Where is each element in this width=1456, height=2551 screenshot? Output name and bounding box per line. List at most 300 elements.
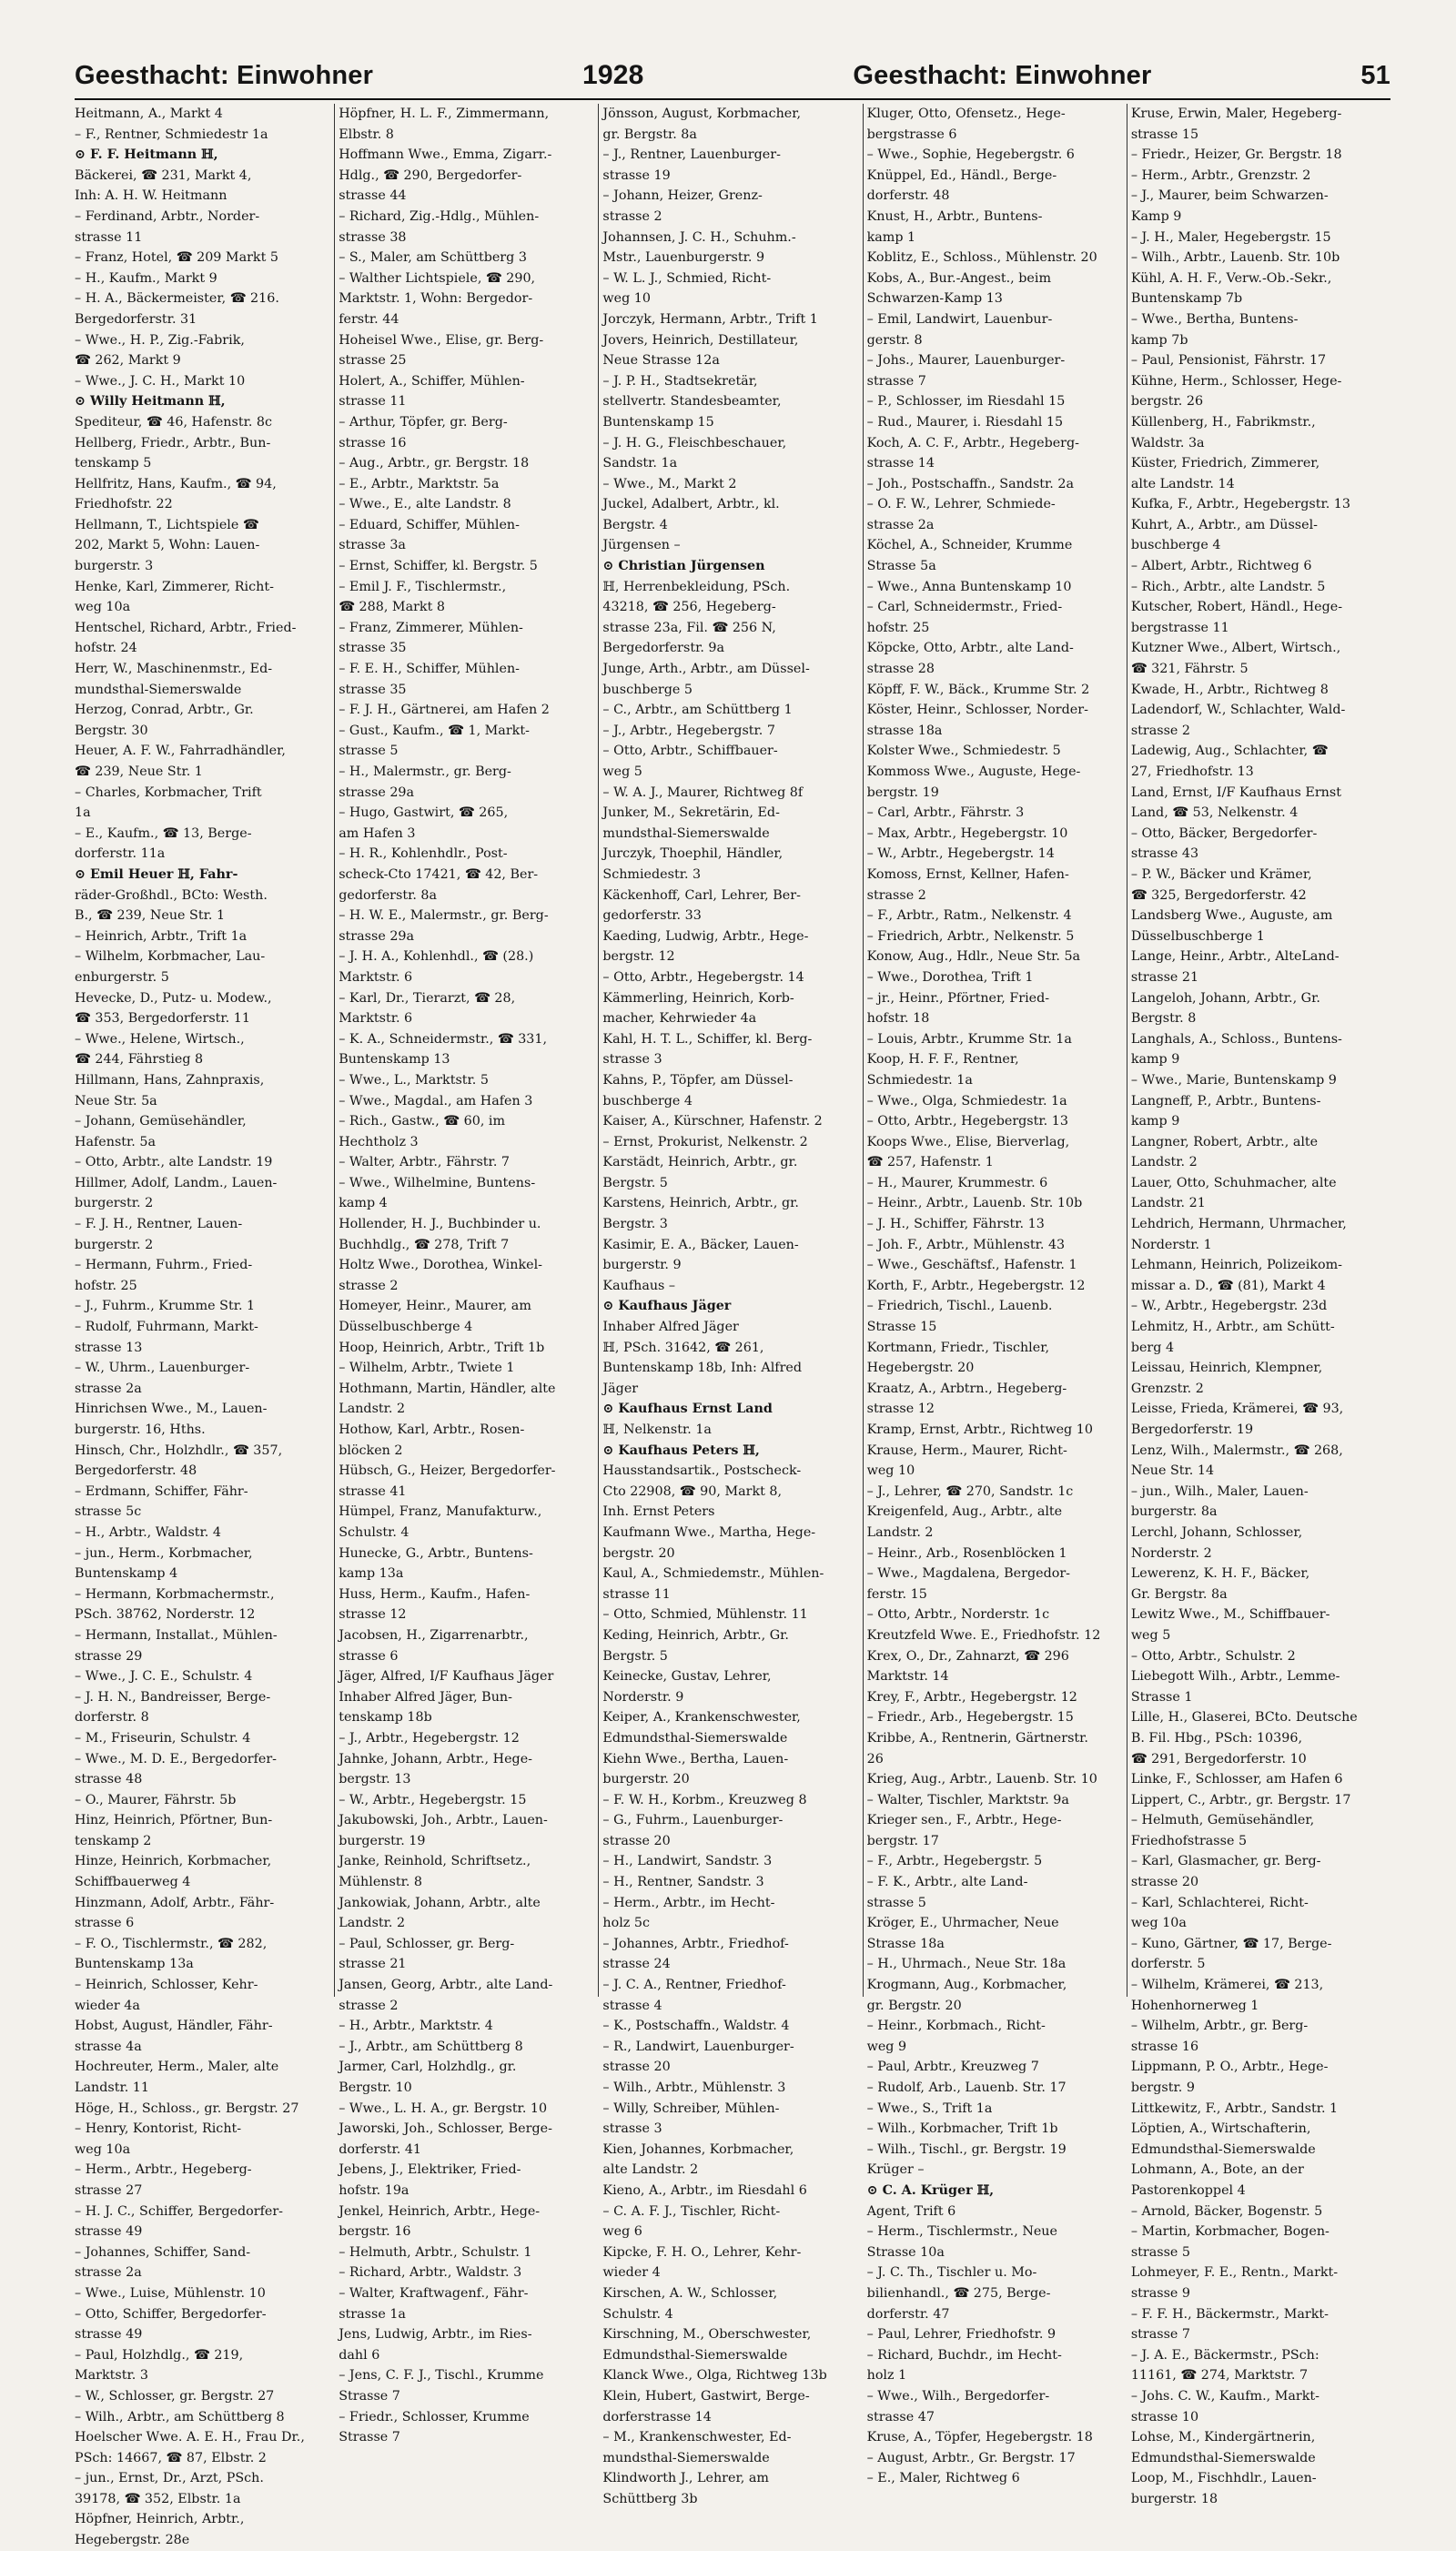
directory-line: Juckel, Adalbert, Arbtr., kl. bbox=[602, 497, 780, 512]
directory-line: Kiehn Wwe., Bertha, Lauen- bbox=[602, 1751, 789, 1766]
directory-line: Küllenberg, H., Fabrikmstr., bbox=[1130, 414, 1316, 430]
directory-line: Jorczyk, Hermann, Arbtr., Trift 1 bbox=[602, 311, 818, 327]
directory-line: strasse 5 bbox=[339, 744, 399, 759]
directory-line: Lewitz Wwe., M., Schiffbauer- bbox=[1130, 1607, 1330, 1623]
directory-line: weg 5 bbox=[602, 764, 642, 779]
directory-line: Landsberg Wwe., Auguste, am bbox=[1130, 908, 1333, 924]
directory-line: ⊙ Kaufhaus Peters ℍ, bbox=[602, 1443, 760, 1458]
directory-line: Koop, H. F. F., Rentner, bbox=[866, 1052, 1019, 1068]
directory-line: – Wilh., Korbmacher, Trift 1b bbox=[866, 2121, 1058, 2137]
directory-line: – Walter, Kraftwagenf., Fähr- bbox=[339, 2285, 529, 2301]
directory-line: – Herm., Tischlermstr., Neue bbox=[866, 2224, 1057, 2240]
directory-line: – Rudolf, Arb., Lauenb. Str. 17 bbox=[866, 2080, 1067, 2095]
directory-line: Johannsen, J. C. H., Schuhm.- bbox=[602, 229, 796, 245]
directory-line: – Max, Arbtr., Hegebergstr. 10 bbox=[866, 825, 1068, 841]
directory-line: Jahnke, Johann, Arbtr., Hege- bbox=[339, 1751, 532, 1766]
directory-line: burgerstr. 3 bbox=[75, 559, 154, 574]
directory-line: Kahns, P., Töpfer, am Düssel- bbox=[602, 1072, 794, 1088]
directory-line: holz 5c bbox=[602, 1916, 650, 1931]
directory-line: – Hugo, Gastwirt, ☎ 265, bbox=[339, 805, 509, 821]
directory-line: – Wwe., S., Trift 1a bbox=[866, 2101, 993, 2116]
directory-line: Krieger sen., F., Arbtr., Hege- bbox=[866, 1813, 1062, 1828]
directory-line: räder-Großhdl., BCto: Westh. bbox=[75, 887, 268, 903]
directory-line: – Heinrich, Arbtr., Trift 1a bbox=[75, 928, 248, 944]
directory-line: Kaiser, A., Kürschner, Hafenstr. 2 bbox=[602, 1114, 823, 1129]
directory-line: Herr, W., Maschinenmstr., Ed- bbox=[75, 662, 273, 677]
directory-line: dorferstr. 8 bbox=[75, 1710, 149, 1726]
directory-line: strasse 25 bbox=[339, 353, 407, 369]
directory-line: – J. A. E., Bäckermstr., PSch: bbox=[1130, 2347, 1320, 2363]
directory-line: – F. J. H., Gärtnerei, am Hafen 2 bbox=[339, 703, 550, 718]
directory-line: bergstrasse 6 bbox=[866, 127, 957, 142]
directory-line: Jovers, Heinrich, Destillateur, bbox=[602, 332, 799, 348]
directory-line: Bergstr. 5 bbox=[602, 1175, 668, 1190]
directory-line: Lippmann, P. O., Arbtr., Hege- bbox=[1130, 2060, 1329, 2075]
directory-line: Kirschning, M., Oberschwester, bbox=[602, 2327, 812, 2343]
directory-line: – Eduard, Schiffer, Mühlen- bbox=[339, 517, 520, 532]
directory-line: hofstr. 25 bbox=[866, 620, 930, 635]
directory-line: Bergstr. 8 bbox=[1130, 1011, 1197, 1027]
directory-line: ⊙ Emil Heuer ℍ, Fahr- bbox=[75, 866, 238, 882]
directory-line: – Richard, Arbtr., Waldstr. 3 bbox=[339, 2265, 522, 2281]
directory-line: Strasse 5a bbox=[866, 559, 936, 574]
directory-line: – Louis, Arbtr., Krumme Str. 1a bbox=[866, 1031, 1072, 1047]
directory-line: kamp 7b bbox=[1130, 332, 1188, 348]
directory-line: – Wilhelm, Arbtr., Twiete 1 bbox=[339, 1361, 515, 1376]
directory-line: – Paul, Schlosser, gr. Berg- bbox=[339, 1936, 515, 1951]
directory-line: strasse 2 bbox=[339, 1278, 399, 1293]
directory-line: Edmundsthal-Siemerswalde bbox=[1130, 2450, 1316, 2465]
directory-line: – Hermann, Installat., Mühlen- bbox=[75, 1627, 278, 1643]
directory-line: gedorferstr. 8a bbox=[339, 887, 438, 903]
directory-line: strasse 14 bbox=[866, 456, 935, 471]
directory-line: Hellfritz, Hans, Kaufm., ☎ 94, bbox=[75, 476, 277, 491]
directory-line: – Emil, Landwirt, Lauenbur- bbox=[866, 311, 1053, 327]
directory-line: Koops Wwe., Elise, Bierverlag, bbox=[866, 1134, 1070, 1149]
directory-line: – Herm., Arbtr., Hegeberg- bbox=[75, 2162, 252, 2178]
directory-line: Hillmer, Adolf, Landm., Lauen- bbox=[75, 1175, 278, 1190]
directory-line: – K., Postschaffn., Waldstr. 4 bbox=[602, 2019, 790, 2034]
directory-line: Krieg, Aug., Arbtr., Lauenb. Str. 10 bbox=[866, 1772, 1097, 1787]
directory-line: Kieno, A., Arbtr., im Riesdahl 6 bbox=[602, 2182, 807, 2198]
directory-line: – Wwe., L., Marktstr. 5 bbox=[339, 1072, 489, 1088]
directory-line: Karstädt, Heinrich, Arbtr., gr. bbox=[602, 1155, 798, 1170]
directory-line: – Karl, Dr., Tierarzt, ☎ 28, bbox=[339, 990, 516, 1006]
directory-line: – Wwe., Wilhelmine, Buntens- bbox=[339, 1175, 536, 1190]
directory-line: Korth, F., Arbtr., Hegebergstr. 12 bbox=[866, 1278, 1086, 1293]
directory-line: – Otto, Arbtr., Hegebergstr. 13 bbox=[866, 1114, 1068, 1129]
directory-line: – Carl, Schneidermstr., Fried- bbox=[866, 600, 1063, 615]
directory-line: – Wilhelm, Krämerei, ☎ 213, bbox=[1130, 1978, 1324, 1993]
directory-line: – Joh. F., Arbtr., Mühlenstr. 43 bbox=[866, 1237, 1066, 1252]
directory-line: Schiffbauerweg 4 bbox=[75, 1875, 191, 1890]
directory-line: holz 1 bbox=[866, 2368, 907, 2384]
directory-line: strasse 21 bbox=[339, 1957, 407, 1972]
directory-line: Schulstr. 4 bbox=[339, 1524, 410, 1540]
directory-line: – C. A. F. J., Tischler, Richt- bbox=[602, 2203, 781, 2219]
directory-line: Heitmann, A., Markt 4 bbox=[75, 106, 223, 121]
directory-line: ferstr. 15 bbox=[866, 1586, 927, 1602]
directory-line: – August, Arbtr., Gr. Bergstr. 17 bbox=[866, 2450, 1076, 2465]
directory-line: Kreigenfeld, Aug., Arbtr., alte bbox=[866, 1504, 1063, 1520]
directory-line: dorferstr. 41 bbox=[339, 2141, 422, 2157]
directory-line: Mstr., Lauenburgerstr. 9 bbox=[602, 250, 765, 266]
directory-line: Kolster Wwe., Schmiedestr. 5 bbox=[866, 744, 1061, 759]
directory-line: Norderstr. 2 bbox=[1130, 1545, 1212, 1561]
directory-line: Keiper, A., Krankenschwester, bbox=[602, 1710, 801, 1726]
directory-line: – W., Arbtr., Hegebergstr. 14 bbox=[866, 846, 1055, 862]
directory-line: Bergstr. 3 bbox=[602, 1217, 668, 1232]
directory-line: Küster, Friedrich, Zimmerer, bbox=[1130, 456, 1320, 471]
header-left-title: Geesthacht: Einwohner bbox=[75, 60, 374, 90]
directory-line: enburgerstr. 5 bbox=[75, 969, 169, 985]
directory-line: – F., Arbtr., Ratm., Nelkenstr. 4 bbox=[866, 908, 1072, 924]
directory-line: Höpfner, Heinrich, Arbtr., bbox=[75, 2512, 245, 2527]
directory-line: hofstr. 25 bbox=[75, 1278, 137, 1293]
directory-line: Hafenstr. 5a bbox=[75, 1134, 157, 1149]
directory-line: Cto 22908, ☎ 90, Markt 8, bbox=[602, 1483, 783, 1499]
directory-line: Edmundsthal-Siemerswalde bbox=[602, 2347, 788, 2363]
directory-line: kamp 1 bbox=[866, 229, 916, 245]
directory-line: dorferstrasse 14 bbox=[602, 2409, 712, 2424]
directory-line: – Friedrich, Arbtr., Nelkenstr. 5 bbox=[866, 928, 1075, 944]
directory-line: wieder 4a bbox=[75, 1998, 140, 2013]
directory-line: strasse 29 bbox=[75, 1648, 143, 1664]
directory-line: bergstr. 12 bbox=[602, 949, 675, 965]
directory-line: – Karl, Glasmacher, gr. Berg- bbox=[1130, 1854, 1321, 1869]
directory-line: Norderstr. 1 bbox=[1130, 1237, 1212, 1252]
directory-line: – S., Maler, am Schüttberg 3 bbox=[339, 250, 527, 266]
directory-line: – Martin, Korbmacher, Bogen- bbox=[1130, 2224, 1330, 2240]
directory-line: – Friedr., Schlosser, Krumme bbox=[339, 2409, 530, 2424]
directory-line: ☎ 262, Markt 9 bbox=[75, 353, 181, 369]
directory-line: 27, Friedhofstr. 13 bbox=[1130, 764, 1254, 779]
directory-line: strasse 16 bbox=[1130, 2039, 1199, 2054]
directory-line: Landstr. 11 bbox=[75, 2080, 150, 2095]
directory-line: Hausstandsartik., Postscheck- bbox=[602, 1463, 802, 1479]
directory-line: Hunecke, G., Arbtr., Buntens- bbox=[339, 1545, 533, 1561]
directory-line: mundsthal-Siemerswalde bbox=[602, 2450, 770, 2465]
directory-line: – E., Arbtr., Marktstr. 5a bbox=[339, 476, 500, 491]
directory-line: strasse 4a bbox=[75, 2039, 142, 2054]
directory-line: Kien, Johannes, Korbmacher, bbox=[602, 2141, 794, 2157]
directory-line: strasse 16 bbox=[339, 435, 407, 450]
directory-line: – J., Fuhrm., Krumme Str. 1 bbox=[75, 1299, 256, 1314]
directory-line: Jäger, Alfred, I/F Kaufhaus Jäger bbox=[339, 1669, 554, 1685]
directory-line: Jönsson, August, Korbmacher, bbox=[602, 106, 802, 121]
directory-line: Kaul, A., Schmiedemstr., Mühlen- bbox=[602, 1566, 824, 1582]
directory-line: – W., Schlosser, gr. Bergstr. 27 bbox=[75, 2388, 275, 2404]
directory-line: Kufka, F., Arbtr., Hegebergstr. 13 bbox=[1130, 497, 1351, 512]
directory-line: – M., Krankenschwester, Ed- bbox=[602, 2430, 792, 2445]
directory-line: – G., Fuhrm., Lauenburger- bbox=[602, 1813, 784, 1828]
directory-line: strasse 2 bbox=[602, 208, 662, 224]
directory-line: – F., Arbtr., Hegebergstr. 5 bbox=[866, 1854, 1043, 1869]
directory-line: Kruse, A., Töpfer, Hegebergstr. 18 bbox=[866, 2430, 1093, 2445]
directory-line: wieder 4 bbox=[602, 2265, 661, 2281]
directory-line: Krause, Herm., Maurer, Richt- bbox=[866, 1443, 1067, 1458]
directory-line: – Wwe., J. C. H., Markt 10 bbox=[75, 373, 246, 389]
directory-line: burgerstr. 16, Hths. bbox=[75, 1422, 206, 1437]
directory-line: – Ernst, Prokurist, Nelkenstr. 2 bbox=[602, 1134, 808, 1149]
directory-line: Landstr. 2 bbox=[866, 1524, 934, 1540]
directory-line: kamp 13a bbox=[339, 1566, 404, 1582]
directory-line: – Ferdinand, Arbtr., Norder- bbox=[75, 208, 260, 224]
directory-line: Loop, M., Fischhdlr., Lauen- bbox=[1130, 2471, 1317, 2486]
directory-line: – jun., Ernst, Dr., Arzt, PSch. bbox=[75, 2471, 264, 2486]
directory-line: Koch, A. C. F., Arbtr., Hegeberg- bbox=[866, 435, 1080, 450]
page-number: 51 bbox=[1360, 60, 1390, 90]
directory-line: Hellmann, T., Lichtspiele ☎ bbox=[75, 517, 259, 532]
directory-line: Hinze, Heinrich, Korbmacher, bbox=[75, 1854, 272, 1869]
directory-line: – J. P. H., Stadtsekretär, bbox=[602, 373, 758, 389]
directory-line: – Aug., Arbtr., gr. Bergstr. 18 bbox=[339, 456, 530, 471]
directory-line: – Willy, Schreiber, Mühlen- bbox=[602, 2101, 780, 2116]
directory-line: ☎ 321, Fährstr. 5 bbox=[1130, 662, 1249, 677]
directory-line: Klindworth J., Lehrer, am bbox=[602, 2471, 769, 2486]
directory-line: Komoss, Ernst, Kellner, Hafen- bbox=[866, 866, 1069, 882]
directory-line: Neue Strasse 12a bbox=[602, 353, 720, 369]
directory-line: – H., Uhrmach., Neue Str. 18a bbox=[866, 1957, 1067, 1972]
directory-line: gedorferstr. 33 bbox=[602, 908, 702, 924]
directory-line: weg 10 bbox=[602, 291, 651, 307]
directory-line: strasse 2a bbox=[75, 2265, 142, 2281]
directory-line: Grenzstr. 2 bbox=[1130, 1381, 1204, 1396]
directory-line: Bergedorferstr. 19 bbox=[1130, 1422, 1254, 1437]
directory-line: – Wwe., M., Markt 2 bbox=[602, 476, 737, 491]
directory-line: Krüger – bbox=[866, 2162, 925, 2178]
directory-line: Konow, Aug., Hdlr., Neue Str. 5a bbox=[866, 949, 1081, 965]
directory-line: stellvertr. Standesbeamter, bbox=[602, 394, 782, 410]
directory-line: Hothow, Karl, Arbtr., Rosen- bbox=[339, 1422, 525, 1437]
directory-line: – W., Arbtr., Hegebergstr. 23d bbox=[1130, 1299, 1328, 1314]
directory-line: Liebegott Wilh., Arbtr., Lemme- bbox=[1130, 1669, 1340, 1685]
directory-columns bbox=[75, 104, 1390, 2548]
directory-line: Schwarzen-Kamp 13 bbox=[866, 291, 1003, 307]
directory-line: – Charles, Korbmacher, Trift bbox=[75, 785, 262, 800]
directory-line: Landstr. 21 bbox=[1130, 1196, 1206, 1211]
directory-line: – Wilh., Arbtr., am Schüttberg 8 bbox=[75, 2409, 285, 2424]
directory-line: Bergstr. 30 bbox=[75, 723, 148, 738]
directory-line: strasse 2a bbox=[866, 517, 935, 532]
directory-line: ℍ, PSch. 31642, ☎ 261, bbox=[602, 1340, 764, 1355]
directory-line: – W., Arbtr., Hegebergstr. 15 bbox=[339, 1792, 527, 1807]
directory-line: tenskamp 5 bbox=[75, 456, 152, 471]
directory-line: strasse 11 bbox=[339, 394, 407, 410]
column-3 bbox=[598, 104, 862, 2506]
directory-line: – F. E. H., Schiffer, Mühlen- bbox=[339, 662, 520, 677]
directory-line: strasse 1a bbox=[339, 2306, 406, 2322]
directory-line: – C., Arbtr., am Schüttberg 1 bbox=[602, 703, 793, 718]
directory-line: Jens, Ludwig, Arbtr., im Ries- bbox=[339, 2327, 532, 2343]
directory-line: – E., Kaufm., ☎ 13, Berge- bbox=[75, 825, 252, 841]
directory-line: Köchel, A., Schneider, Krumme bbox=[866, 538, 1073, 553]
directory-line: – Johann, Gemüsehändler, bbox=[75, 1114, 247, 1129]
directory-line: – J., Arbtr., am Schüttberg 8 bbox=[339, 2039, 523, 2054]
directory-line: – Otto, Arbtr., Schiffbauer- bbox=[602, 744, 778, 759]
directory-line: Bergedorferstr. 31 bbox=[75, 311, 197, 327]
directory-line: strasse 11 bbox=[75, 229, 143, 245]
directory-line: Keding, Heinrich, Arbtr., Gr. bbox=[602, 1627, 789, 1643]
directory-line: Krogmann, Aug., Korbmacher, bbox=[866, 1978, 1067, 1993]
directory-line: – Herm., Arbtr., Grenzstr. 2 bbox=[1130, 167, 1311, 183]
directory-line: Buntenskamp 7b bbox=[1130, 291, 1243, 307]
directory-line: kamp 4 bbox=[339, 1196, 388, 1211]
directory-line: – F. O., Tischlermstr., ☎ 282, bbox=[75, 1936, 268, 1951]
directory-line: Buchhdlg., ☎ 278, Trift 7 bbox=[339, 1237, 510, 1252]
directory-line: Bäckerei, ☎ 231, Markt 4, bbox=[75, 167, 252, 183]
directory-line: 11161, ☎ 274, Marktstr. 7 bbox=[1130, 2368, 1309, 2384]
directory-line: weg 5 bbox=[1130, 1627, 1171, 1643]
directory-line: Hinz, Heinrich, Pförtner, Bun- bbox=[75, 1813, 273, 1828]
directory-line: Langneff, P., Arbtr., Buntens- bbox=[1130, 1093, 1321, 1108]
directory-line: scheck-Cto 17421, ☎ 42, Ber- bbox=[339, 866, 539, 882]
directory-line: ☎ 257, Hafenstr. 1 bbox=[866, 1155, 994, 1170]
directory-line: – Wilhelm, Korbmacher, Lau- bbox=[75, 949, 266, 965]
directory-line: strasse 20 bbox=[602, 2060, 671, 2075]
directory-line: mundsthal-Siemerswalde bbox=[602, 825, 770, 841]
directory-line: – Henry, Kontorist, Richt- bbox=[75, 2121, 242, 2137]
directory-line: Leisse, Frieda, Krämerei, ☎ 93, bbox=[1130, 1402, 1344, 1417]
directory-line: ℍ, Nelkenstr. 1a bbox=[602, 1422, 712, 1437]
directory-line: Buntenskamp 18b, Inh: Alfred bbox=[602, 1361, 803, 1376]
directory-line: Kutscher, Robert, Händl., Hege- bbox=[1130, 600, 1343, 615]
directory-line: Heuer, A. F. W., Fahrradhändler, bbox=[75, 744, 286, 759]
directory-line: weg 10a bbox=[1130, 1916, 1187, 1931]
directory-line: weg 10a bbox=[75, 600, 131, 615]
directory-line: Hellberg, Friedr., Arbtr., Bun- bbox=[75, 435, 271, 450]
directory-line: – Wwe., M. D. E., Bergedorfer- bbox=[75, 1751, 277, 1766]
directory-line: Hothmann, Martin, Händler, alte bbox=[339, 1381, 556, 1396]
directory-line: bergstr. 9 bbox=[1130, 2080, 1195, 2095]
directory-line: strasse 27 bbox=[75, 2182, 143, 2198]
directory-line: bergstrasse 11 bbox=[1130, 620, 1229, 635]
directory-line: Jurczyk, Thoephil, Händler, bbox=[602, 846, 784, 862]
directory-line: – Otto, Schmied, Mühlenstr. 11 bbox=[602, 1607, 808, 1623]
directory-line: Krex, O., Dr., Zahnarzt, ☎ 296 bbox=[866, 1648, 1069, 1664]
directory-line: – F. K., Arbtr., alte Land- bbox=[866, 1875, 1028, 1890]
directory-line: Lange, Heinr., Arbtr., AlteLand- bbox=[1130, 949, 1340, 965]
directory-line: 26 bbox=[866, 1751, 884, 1766]
column-4 bbox=[863, 104, 1127, 2486]
directory-line: ⊙ Kaufhaus Ernst Land bbox=[602, 1402, 773, 1417]
directory-line: Kuhrt, A., Arbtr., am Düssel- bbox=[1130, 517, 1319, 532]
directory-line: – H., Arbtr., Marktstr. 4 bbox=[339, 2019, 493, 2034]
directory-line: – Wwe., H. P., Zig.-Fabrik, bbox=[75, 332, 245, 348]
directory-line: strasse 12 bbox=[339, 1607, 407, 1623]
directory-line: – Otto, Arbtr., alte Landstr. 19 bbox=[75, 1155, 273, 1170]
directory-line: – J. C. A., Rentner, Friedhof- bbox=[602, 1978, 786, 1993]
directory-line: Kaufhaus – bbox=[602, 1278, 676, 1293]
directory-line: Neue Str. 5a bbox=[75, 1093, 157, 1108]
directory-line: strasse 2 bbox=[339, 1998, 399, 2013]
directory-line: ⊙ F. F. Heitmann ℍ, bbox=[75, 147, 218, 163]
directory-line: Lehdrich, Hermann, Uhrmacher, bbox=[1130, 1217, 1347, 1232]
directory-line: – Erdmann, Schiffer, Fähr- bbox=[75, 1483, 248, 1499]
directory-line: Landstr. 2 bbox=[339, 1916, 406, 1931]
directory-line: Hegebergstr. 28e bbox=[75, 2533, 190, 2548]
directory-line: – H. R., Kohlenhdlr., Post- bbox=[339, 846, 508, 862]
directory-line: Lille, H., Glaserei, BCto. Deutsche bbox=[1130, 1710, 1358, 1726]
directory-line: buschberge 4 bbox=[1130, 538, 1221, 553]
directory-line: Huss, Herm., Kaufm., Hafen- bbox=[339, 1586, 531, 1602]
directory-line: strasse 2a bbox=[75, 1381, 142, 1396]
directory-line: Höpfner, H. L. F., Zimmermann, bbox=[339, 106, 550, 121]
directory-line: strasse 5 bbox=[1130, 2244, 1191, 2260]
directory-line: ferstr. 44 bbox=[339, 311, 399, 327]
directory-line: Hevecke, D., Putz- u. Modew., bbox=[75, 990, 272, 1006]
directory-line: Ladewig, Aug., Schlachter, ☎ bbox=[1130, 744, 1329, 759]
directory-line: am Hafen 3 bbox=[339, 825, 416, 841]
directory-line: Jankowiak, Johann, Arbtr., alte bbox=[339, 1895, 541, 1910]
directory-line: hofstr. 19a bbox=[339, 2182, 410, 2198]
directory-line: – Friedrich, Tischl., Lauenb. bbox=[866, 1299, 1053, 1314]
directory-line: Strasse 7 bbox=[339, 2388, 400, 2404]
directory-line: bergstr. 20 bbox=[602, 1545, 675, 1561]
directory-line: Kommoss Wwe., Auguste, Hege- bbox=[866, 764, 1081, 779]
directory-line: – Wwe., Luise, Mühlenstr. 10 bbox=[75, 2285, 266, 2301]
directory-line: kamp 9 bbox=[1130, 1052, 1180, 1068]
directory-line: Janke, Reinhold, Schriftsetz., bbox=[339, 1854, 531, 1869]
directory-line: strasse 13 bbox=[75, 1340, 143, 1355]
directory-line: Marktstr. 3 bbox=[75, 2368, 148, 2384]
directory-line: – Johs., Maurer, Lauenburger- bbox=[866, 353, 1066, 369]
directory-line: – Walther Lichtspiele, ☎ 290, bbox=[339, 270, 536, 286]
directory-line: strasse 12 bbox=[866, 1402, 935, 1417]
directory-line: ☎ 239, Neue Str. 1 bbox=[75, 764, 203, 779]
directory-line: strasse 29a bbox=[339, 928, 415, 944]
directory-line: buschberge 5 bbox=[602, 682, 693, 697]
directory-line: Kämmerling, Heinrich, Korb- bbox=[602, 990, 794, 1006]
directory-line: – Hermann, Korbmachermstr., bbox=[75, 1586, 275, 1602]
directory-line: Strasse 15 bbox=[866, 1320, 937, 1335]
directory-line: Strasse 10a bbox=[866, 2244, 945, 2260]
directory-line: – jr., Heinr., Pförtner, Fried- bbox=[866, 990, 1050, 1006]
directory-line: bergstr. 16 bbox=[339, 2224, 411, 2240]
directory-line: Marktstr. 1, Wohn: Bergedor- bbox=[339, 291, 533, 307]
directory-line: Schulstr. 4 bbox=[602, 2306, 673, 2322]
directory-line: strasse 48 bbox=[75, 1772, 143, 1787]
directory-line: – Richard, Zig.-Hdlg., Mühlen- bbox=[339, 208, 540, 224]
directory-line: – Wwe., E., alte Landstr. 8 bbox=[339, 497, 511, 512]
directory-line: Schmiedestr. 1a bbox=[866, 1072, 973, 1088]
directory-line: Höge, H., Schloss., gr. Bergstr. 27 bbox=[75, 2101, 299, 2116]
directory-line: – J., Maurer, beim Schwarzen- bbox=[1130, 188, 1329, 204]
directory-line: – Wilh., Arbtr., Lauenb. Str. 10b bbox=[1130, 250, 1340, 266]
directory-line: – J. H. A., Kohlenhdl., ☎ (28.) bbox=[339, 949, 534, 965]
directory-line: Inhaber Alfred Jäger bbox=[602, 1320, 739, 1335]
directory-line: burgerstr. 2 bbox=[75, 1237, 154, 1252]
directory-line: Kröger, E., Uhrmacher, Neue bbox=[866, 1916, 1059, 1931]
directory-line: Junker, M., Sekretärin, Ed- bbox=[602, 805, 780, 821]
directory-line: bergstr. 19 bbox=[866, 785, 939, 800]
directory-line: Bergstr. 10 bbox=[339, 2080, 412, 2095]
directory-line: – F. J. H., Rentner, Lauen- bbox=[75, 1217, 243, 1232]
directory-line: – Wilh., Arbtr., Mühlenstr. 3 bbox=[602, 2080, 786, 2095]
directory-line: – W., Uhrm., Lauenburger- bbox=[75, 1361, 250, 1376]
directory-line: Friedhofstr. 22 bbox=[75, 497, 173, 512]
directory-line: strasse 43 bbox=[1130, 846, 1199, 862]
directory-line: Kramp, Ernst, Arbtr., Richtweg 10 bbox=[866, 1422, 1093, 1437]
directory-line: ☎ 353, Bergedorferstr. 11 bbox=[75, 1011, 250, 1027]
directory-line: strasse 2 bbox=[866, 887, 926, 903]
directory-line: – Friedr., Arb., Hegebergstr. 15 bbox=[866, 1710, 1074, 1726]
directory-line: Herzog, Conrad, Arbtr., Gr. bbox=[75, 703, 254, 718]
directory-line: Jansen, Georg, Arbtr., alte Land- bbox=[339, 1978, 553, 1993]
directory-line: kamp 9 bbox=[1130, 1114, 1180, 1129]
directory-line: Langhals, A., Schloss., Buntens- bbox=[1130, 1031, 1342, 1047]
directory-line: strasse 3 bbox=[602, 1052, 662, 1068]
